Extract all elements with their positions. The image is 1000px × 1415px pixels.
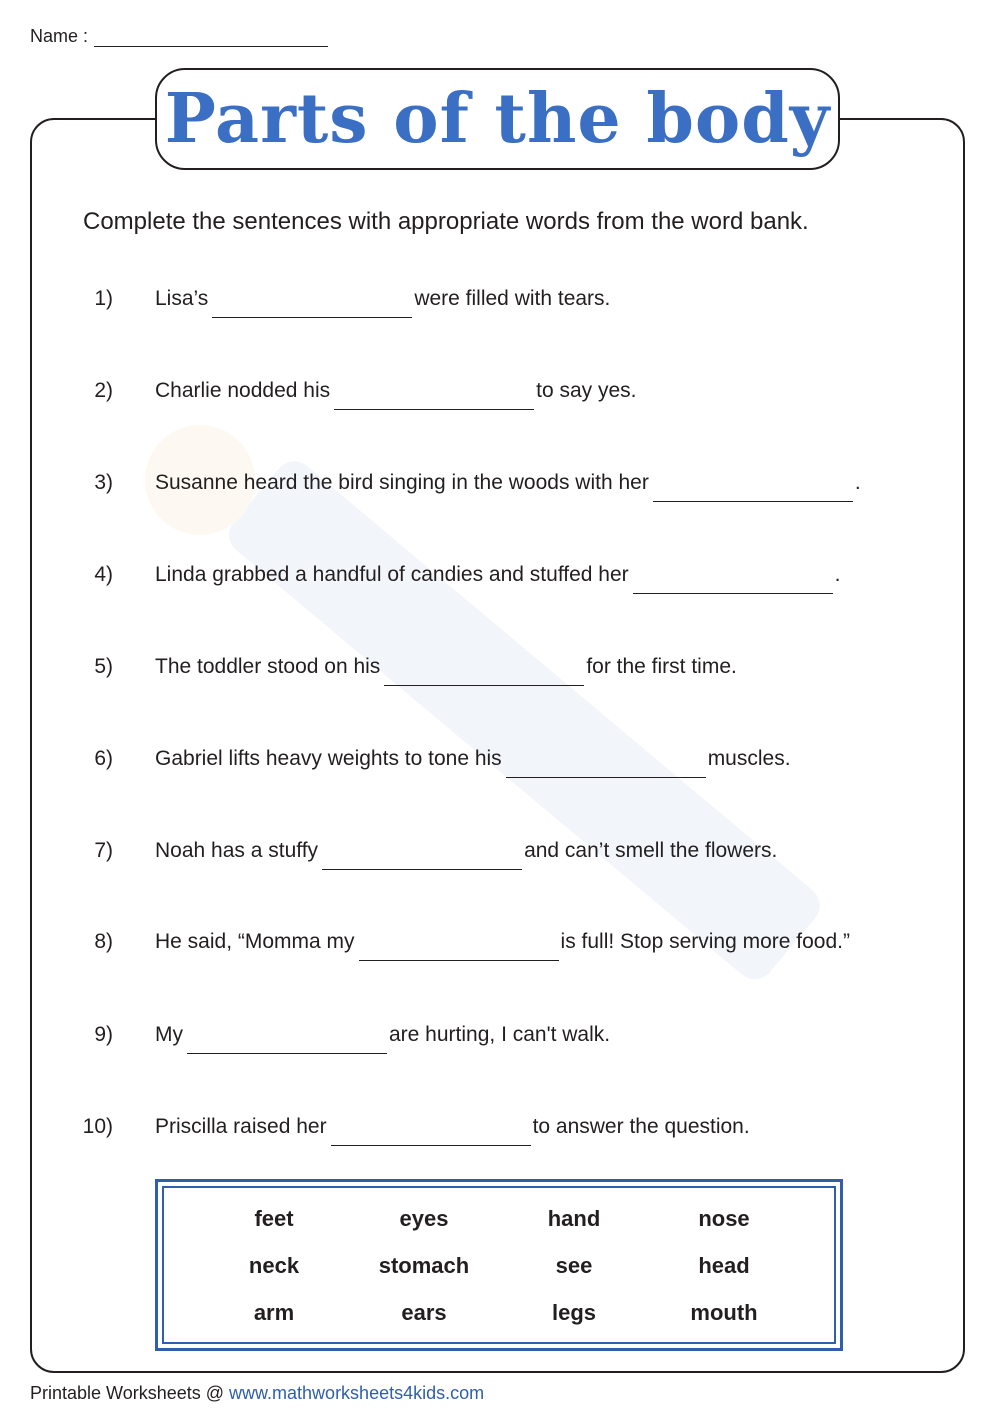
- answer-blank[interactable]: [359, 930, 559, 961]
- question-text-before: Linda grabbed a handful of candies and stuffed her: [155, 563, 629, 586]
- word-bank-item: eyes: [399, 1205, 449, 1231]
- question-text-before: Priscilla raised her: [155, 1115, 327, 1138]
- question-text-before: Charlie nodded his: [155, 379, 331, 402]
- answer-blank[interactable]: [187, 1023, 387, 1054]
- question-text-after: are hurting, I can't walk.: [389, 1023, 611, 1046]
- name-field-row: [30, 26, 328, 47]
- footer: [30, 1383, 484, 1404]
- question-row: [0, 930, 1000, 970]
- instruction-text: Complete the sentences with appropriate words from the word bank.: [83, 208, 809, 235]
- question-row: [0, 1115, 1000, 1155]
- answer-blank[interactable]: [334, 379, 534, 410]
- question-number: 1): [94, 287, 113, 310]
- footer-link[interactable]: www.mathworksheets4kids.com: [229, 1383, 485, 1403]
- question-text-after: and can’t smell the flowers.: [524, 839, 778, 862]
- question-row: [0, 747, 1000, 787]
- word-bank-item: nose: [698, 1205, 750, 1231]
- word-bank-grid: [162, 1186, 836, 1344]
- question-text-before: He said, “Momma my: [155, 930, 355, 953]
- question-row: [0, 655, 1000, 695]
- question-text-before: Noah has a stuffy: [155, 839, 319, 862]
- name-label: Name :: [30, 26, 89, 46]
- answer-blank[interactable]: [506, 747, 706, 778]
- word-bank-item: ears: [401, 1299, 447, 1325]
- question-text-before: Lisa’s: [155, 287, 209, 310]
- name-input-line[interactable]: [94, 26, 328, 47]
- question-number: 10): [82, 1115, 113, 1138]
- word-bank-item: legs: [551, 1299, 597, 1325]
- answer-blank[interactable]: [653, 471, 853, 502]
- question-number: 7): [94, 839, 113, 862]
- question-text-before: The toddler stood on his: [155, 655, 381, 678]
- question-number: 8): [94, 930, 113, 953]
- question-number: 4): [94, 563, 113, 586]
- word-bank-item: arm: [253, 1299, 295, 1325]
- answer-blank[interactable]: [212, 287, 412, 318]
- answer-blank[interactable]: [331, 1115, 531, 1146]
- question-text-before: My: [155, 1023, 183, 1046]
- question-text-after: is full! Stop serving more food.”: [560, 930, 850, 953]
- answer-blank[interactable]: [384, 655, 584, 686]
- question-text-after: for the first time.: [586, 655, 737, 678]
- title-banner: [155, 68, 840, 170]
- footer-prefix: Printable Worksheets @: [30, 1383, 230, 1403]
- word-bank-item: see: [555, 1252, 593, 1278]
- question-number: 5): [94, 655, 113, 678]
- question-text-after: .: [834, 563, 841, 586]
- word-bank-item: head: [698, 1252, 750, 1278]
- word-bank-item: feet: [254, 1205, 294, 1231]
- question-number: 6): [94, 747, 113, 770]
- question-number: 2): [94, 379, 113, 402]
- question-number: 9): [94, 1023, 113, 1046]
- answer-blank[interactable]: [633, 563, 833, 594]
- question-row: [0, 839, 1000, 879]
- word-bank-item: mouth: [690, 1299, 758, 1325]
- question-row: [0, 471, 1000, 511]
- word-bank-item: hand: [547, 1205, 601, 1231]
- question-text-before: Gabriel lifts heavy weights to tone his: [155, 747, 502, 770]
- word-bank-item: neck: [248, 1252, 300, 1278]
- question-text-after: to say yes.: [536, 379, 637, 402]
- question-text-after: to answer the question.: [532, 1115, 750, 1138]
- word-bank: [155, 1179, 843, 1351]
- question-text-after: muscles.: [707, 747, 791, 770]
- question-row: [0, 563, 1000, 603]
- question-row: [0, 287, 1000, 327]
- question-text-before: Susanne heard the bird singing in the woods with her: [155, 471, 649, 494]
- answer-blank[interactable]: [322, 839, 522, 870]
- page-title: Parts of the body: [164, 79, 831, 159]
- question-text-after: .: [854, 471, 861, 494]
- question-row: [0, 1023, 1000, 1063]
- word-bank-item: stomach: [378, 1252, 470, 1278]
- question-number: 3): [94, 471, 113, 494]
- question-text-after: were filled with tears.: [414, 287, 611, 310]
- question-row: [0, 379, 1000, 419]
